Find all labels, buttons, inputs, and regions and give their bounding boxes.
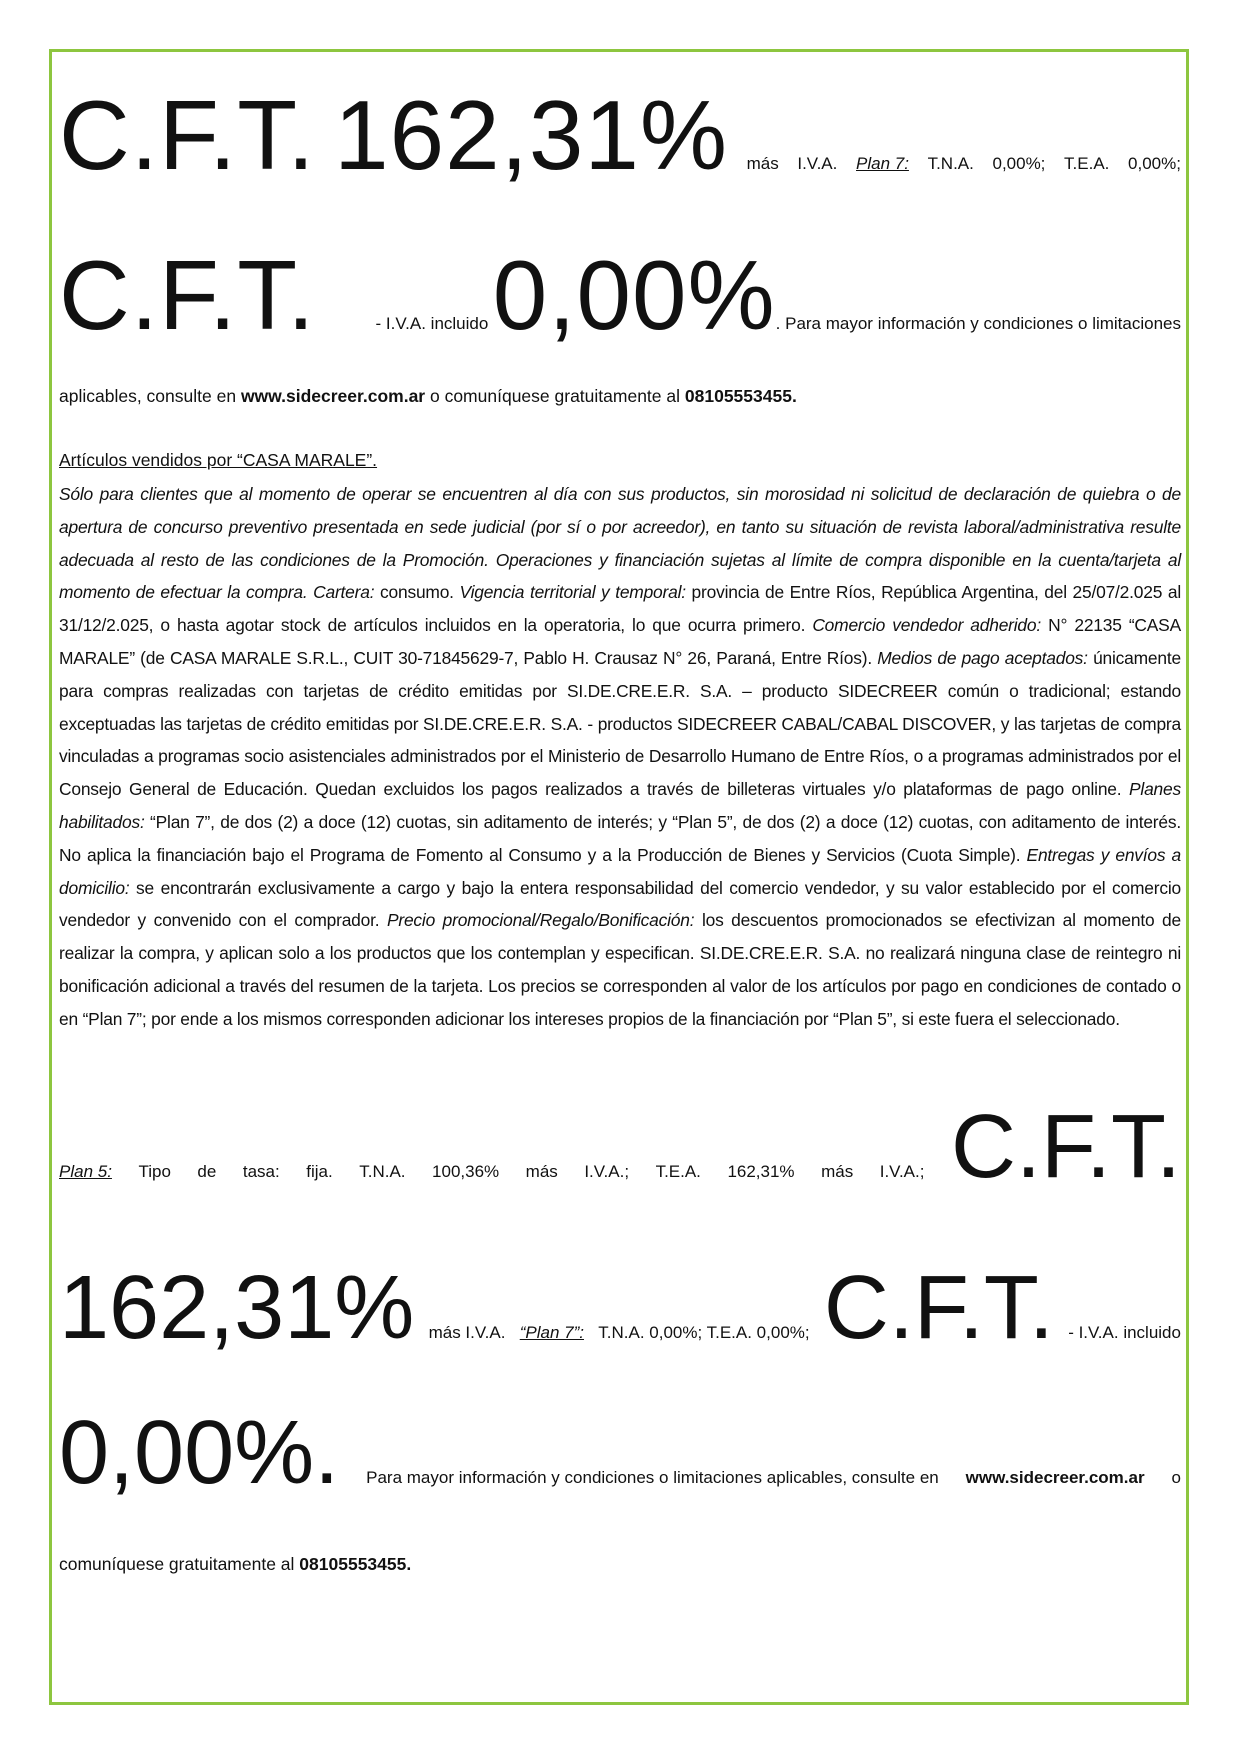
tna-label: T.N.A. [359,1162,406,1181]
tea-value: 162,31% [727,1162,795,1181]
plan-7-label: “Plan 7”: [519,1323,584,1342]
planes-text: “Plan 7”, de dos (2) a doce (12) cuotas, sin aditamento de interés; y “Plan 5”, de dos (2) a doce (12) cuotas, con aditamento de interés. No aplica la financiación bajo el Programa de Fomento al Consumo y a la Producción de Bienes y Servicios (Cuota Simple). [59,811,1181,865]
word: fija. [306,1162,333,1181]
tea-label: T.E.A. [1064,154,1110,173]
info-text: Para mayor información y condiciones o limitaciones aplicables, consulte en [366,1468,939,1487]
cft-label: C.F.T. [823,1258,1054,1358]
tna-label: T.N.A. [927,154,974,173]
cft-value: 162,31% [334,80,728,190]
mas-iva-text: más I.V.A. [428,1323,506,1342]
bottom-line-1 [59,1097,1181,1197]
bottom-line-4 [59,1554,1181,1575]
cft-value: 162,31% [59,1258,415,1358]
iva-incluido-text: - I.V.A. incluido [1068,1323,1181,1342]
word: más [525,1162,558,1181]
word: I.V.A.; [584,1162,630,1181]
cft-value: 0,00%. [59,1403,340,1503]
top-line-2 [59,240,1181,350]
entregas-label: Entregas y envíos a domicilio: [59,844,1182,898]
plan-7-label: Plan 7: [856,154,909,173]
cft-value: 0,00% [492,240,776,350]
phone-number: 08105553455. [299,1554,412,1574]
cartera-text: consumo. [374,582,460,603]
phone-number: 08105553455. [684,386,797,406]
comercio-text: N° 22135 “CASA MARALE” (de CASA MARALE S.R.L., CUIT 30-71845629-7, Pablo H. Crausaz N° 26, Paraná, Entre Ríos). [59,615,1181,668]
website-link[interactable]: www.sidecreer.com.ar [965,1468,1145,1487]
vigencia-label: Vigencia territorial y temporal: [459,582,686,603]
cft-label: C.F.T. [59,240,316,350]
plan-5-label: Plan 5: [59,1162,112,1181]
precio-text: los descuentos promocionados se efectivizan al momento de realizar la compra, y aplican solo a los productos que los contemplan y especifican. SI.DE.CRE.E.R. S.A. no realizará ninguna clase de reintegro ni bonificación adicional a través del resumen de la tarjeta. Los precios se corresponden al valor de los artículos por pago en condiciones de contado o en “Plan 7”; por ende a los mismos corresponden adicionar los intereses propios de la financiación por “Plan 5”, si este fuera el seleccionado. [59,910,1182,1029]
medios-label: Medios de pago aceptados: [877,647,1088,668]
intro-text: Sólo para clientes que al momento de operar se encuentren al día con sus productos, sin morosidad ni solicitud de declaración de quiebra o de apertura de concurso preventivo presentada en sede judicial (por sí o por acreedor), en tanto su situación de revista laboral/administrativa resulte adecuada al resto de las condiciones de la Promoción. Operaciones y financiación sujetas al límite de compra disponible en la cuenta/tarjeta al momento de efectuar la compra. Cartera: [59,484,1181,603]
word: o [1171,1468,1181,1487]
info-text: . Para mayor información y condiciones o limitaciones [775,314,1181,333]
cft-label: C.F.T. [59,80,316,190]
bottom-line-3 [59,1403,1181,1503]
articles-heading: Artículos vendidos por “CASA MARALE”. [59,450,378,470]
iva-incluido-text: - I.V.A. incluido [375,314,489,333]
bottom-line-2 [59,1258,1181,1358]
tea-value: 0,00%; [1128,154,1181,173]
word: de [197,1162,217,1181]
consult-text: aplicables, consulte en [59,386,237,406]
top-line-1 [59,80,1181,190]
cft-value-group [375,240,1181,350]
rates-text: T.N.A. 0,00%; T.E.A. 0,00%; [598,1323,810,1342]
word: Tipo [138,1162,171,1181]
comercio-label: Comercio vendedor adherido: [812,615,1042,636]
word: I.V.A.; [879,1162,925,1181]
iva-text: I.V.A. [797,154,838,173]
mas-text: más [746,154,779,173]
tna-value: 0,00%; [992,154,1046,173]
top-line-3 [59,386,1181,407]
entregas-text: se encontrarán exclusivamente a cargo y bajo la entera responsabilidad del comercio vendedor, y su valor establecido por el comercio vendedor y convenido con el comprador. [59,877,1181,931]
word: tasa: [242,1162,280,1181]
word: más [821,1162,854,1181]
tea-label: T.E.A. [655,1162,701,1181]
website-link[interactable]: www.sidecreer.com.ar [240,386,426,406]
precio-label: Precio promocional/Regalo/Bonificación: [386,910,695,931]
contact-text: o comuníquese gratuitamente al [429,386,681,406]
terms-paragraph [59,478,1181,1036]
medios-text: únicamente para compras realizadas con tarjetas de crédito emitidas por SI.DE.CRE.E.R. S.A. – producto SIDECREER común o tradicional; estando exceptuadas las tarjetas de crédito emitidas por SI.DE.CRE.E.R. S.A. - productos SIDECREER CABAL/CABAL DISCOVER, y las tarjetas de compra vinculadas a programas socio asistenciales administrados por el Ministerio de Desarrollo Humano de Entre Ríos, o a programas administrados por el Consejo General de Educación. Quedan excluidos los pagos realizados a través de billeteras virtuales y/o plataformas de pago online. [59,647,1181,800]
cft-label: C.F.T. [950,1097,1181,1197]
contact-text: comuníquese gratuitamente al [59,1554,295,1574]
vigencia-text: provincia de Entre Ríos, República Argentina, del 25/07/2.025 al 31/12/2.025, o hasta agotar stock de artículos incluidos en la operatoria, lo que ocurra primero. [59,582,1181,636]
planes-label: Planes habilitados: [59,779,1181,832]
tna-value: 100,36% [432,1162,500,1181]
